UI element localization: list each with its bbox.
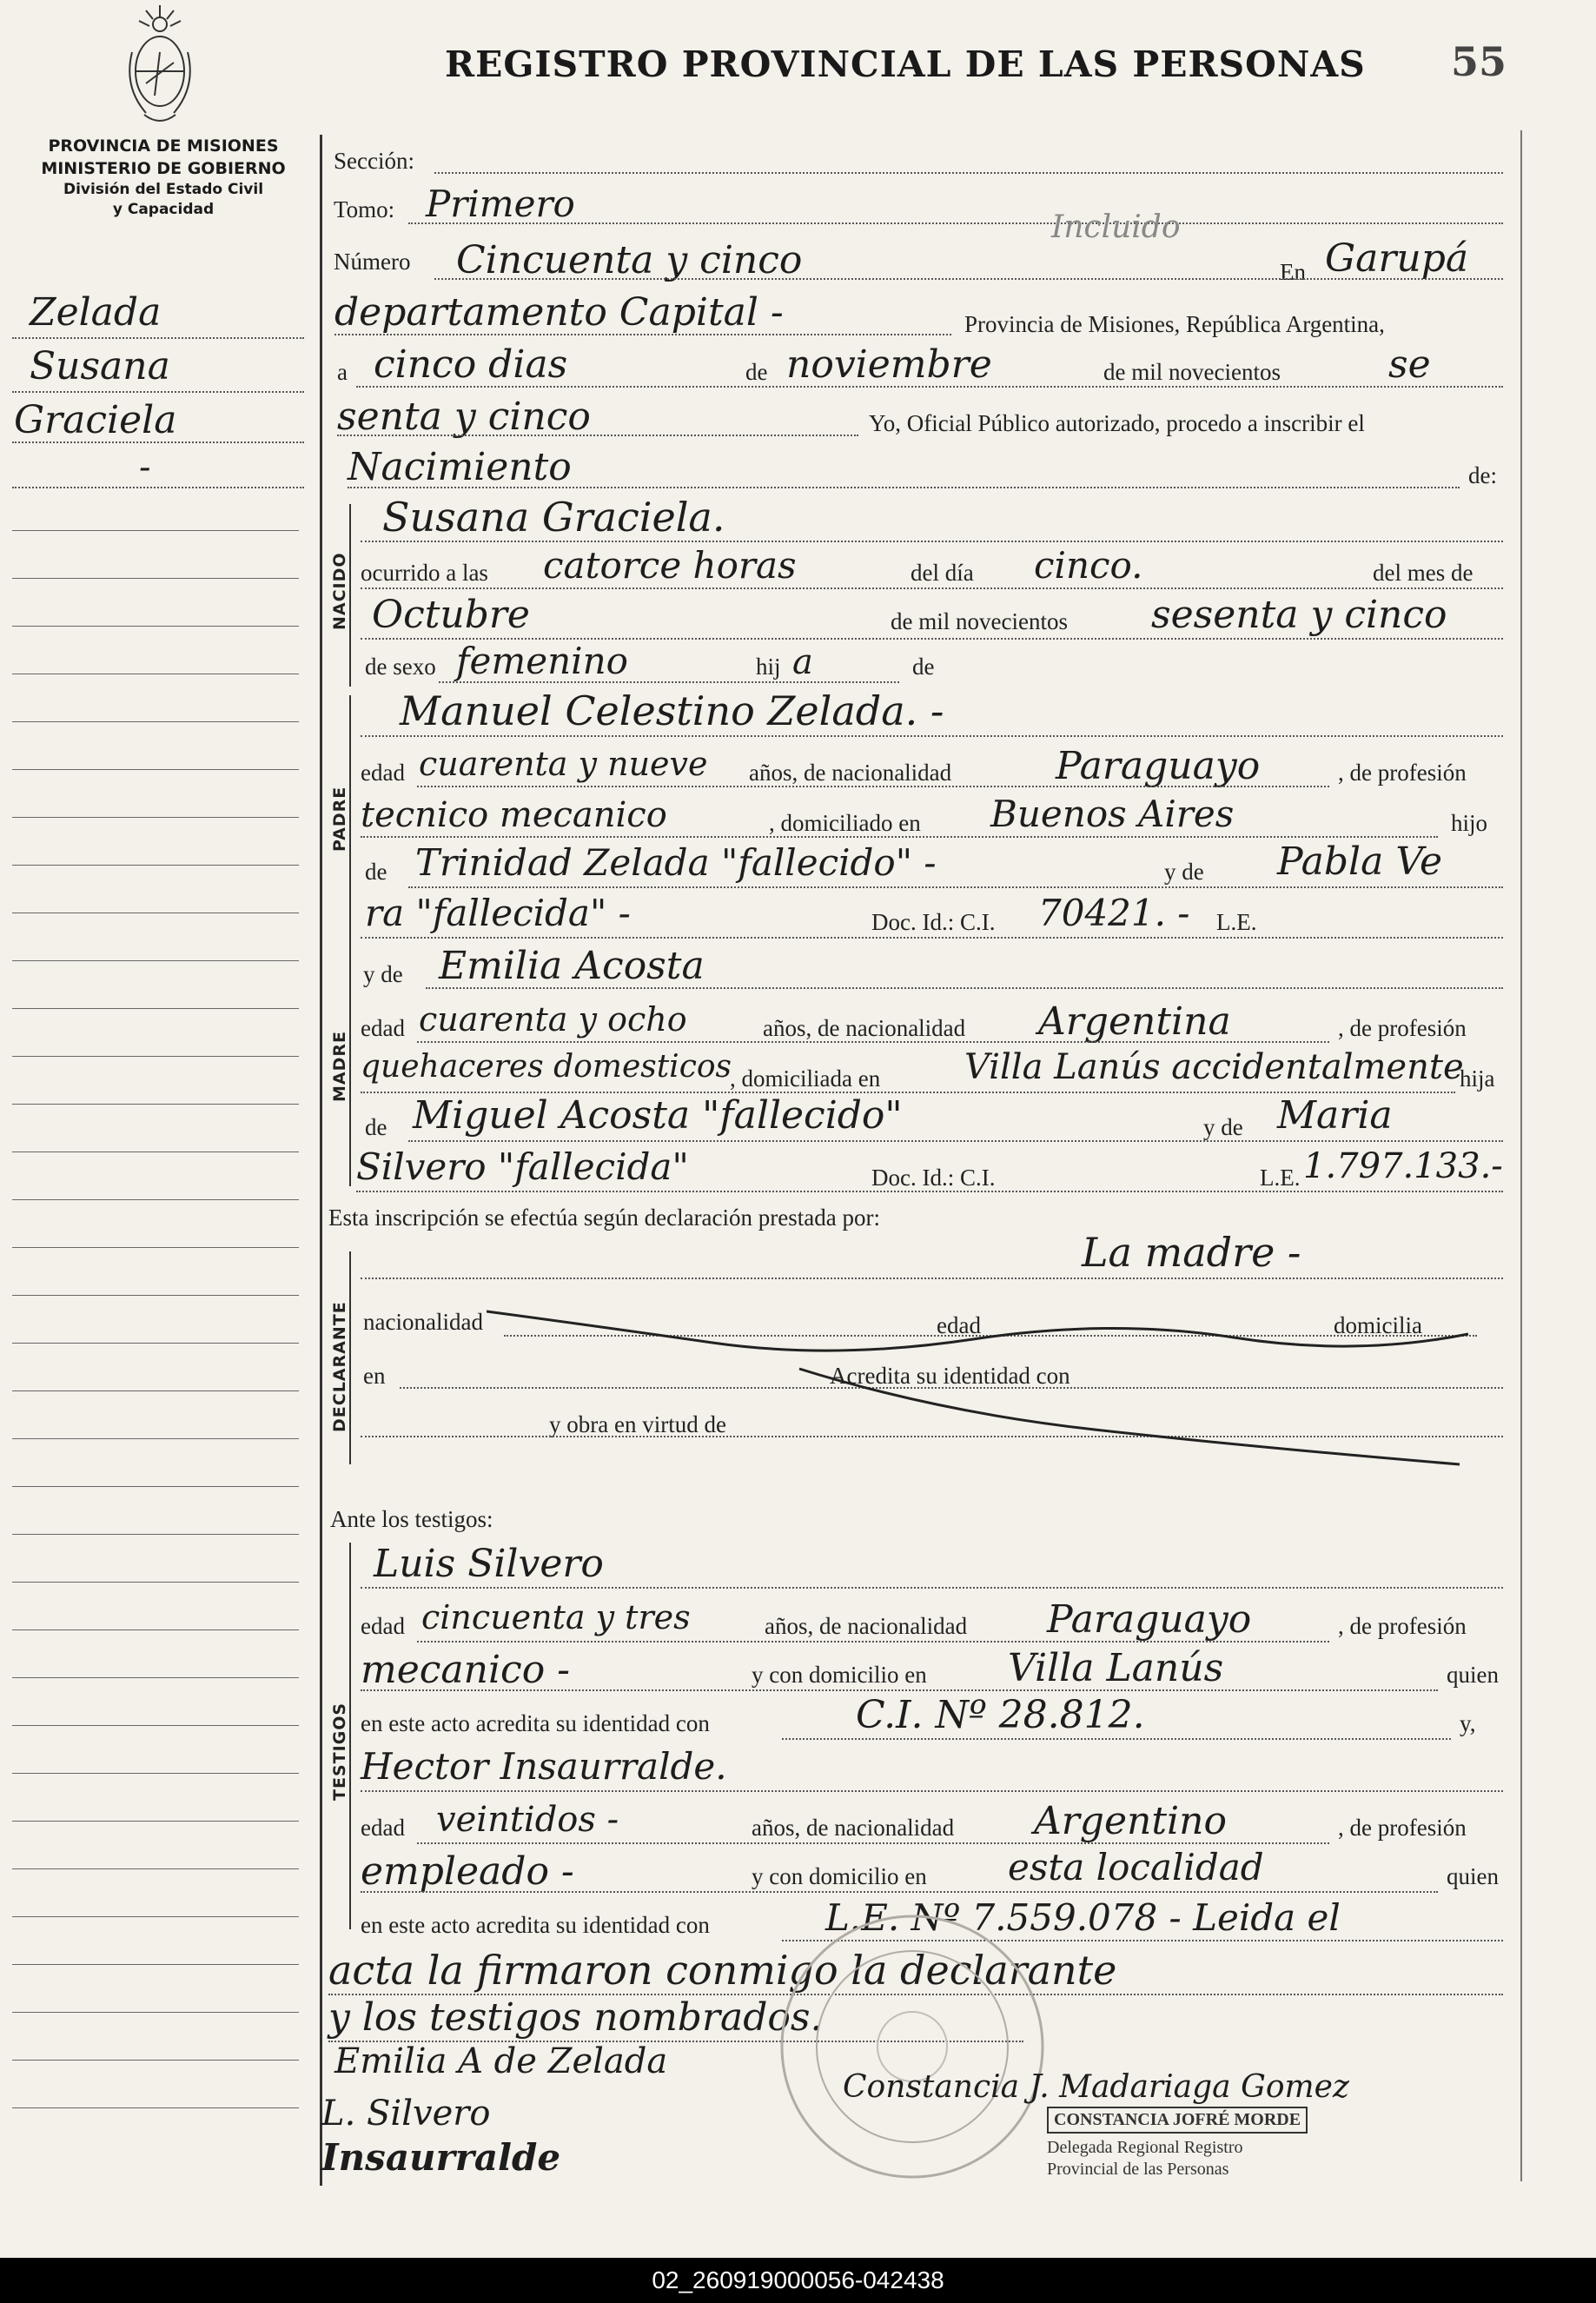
label-del-mes: del mes de <box>1373 560 1473 586</box>
label-decl-nacionalidad: nacionalidad <box>363 1309 483 1335</box>
label-decl-en-text: en <box>363 1363 386 1389</box>
t2-edad-value: veintidos - <box>436 1800 619 1840</box>
acto-value: Nacimiento <box>348 445 572 489</box>
official-seal-icon <box>765 1903 1060 2190</box>
label-seccion: Sección: <box>334 148 414 174</box>
margin-surname: Zelada <box>30 290 162 335</box>
label-sexo: de sexo <box>365 654 436 680</box>
label-numero: Número <box>334 249 411 275</box>
signature-oficial: Constancia J. Madariaga Gomez <box>843 2069 1349 2105</box>
padre-madre-value-b: ra "fallecida" - <box>365 892 631 934</box>
madre-prof-value: quehaceres domesticos <box>361 1049 732 1085</box>
t1-nac-value: Paraguayo <box>1047 1597 1252 1642</box>
label-padre-anos: años, de nacionalidad <box>749 760 952 786</box>
label-madre-edad: edad <box>361 1015 405 1041</box>
padre-prof-value: tecnico mecanico <box>361 795 667 835</box>
margin-name2: Graciela <box>14 398 177 442</box>
hora-value: catorce horas <box>543 544 797 587</box>
label-del-dia: del día <box>911 560 974 586</box>
madre-edad-value: cuarenta y ocho <box>419 1000 687 1039</box>
office-capacity: y Capacidad <box>112 201 215 219</box>
label-decl-acredita: Acredita su identidad con <box>830 1363 1070 1389</box>
sexo-value: femenino <box>456 640 628 682</box>
label-padre-edad: edad <box>361 760 405 786</box>
signature-testigo1: L. Silvero <box>321 2094 491 2134</box>
label-t2-profesion: , de profesión <box>1338 1815 1467 1841</box>
label-tomo: Tomo: <box>334 196 395 222</box>
label-declarante: DECLARANTE <box>330 1301 349 1432</box>
ano-nac-value: sesenta y cinco <box>1151 593 1447 637</box>
page-number: 55 <box>1451 38 1507 85</box>
signature-testigo2: Insaurralde <box>321 2136 561 2179</box>
mes-nac-value: Octubre <box>372 593 530 637</box>
ano-value-b: senta y cinco <box>337 395 591 439</box>
label-madre-anos: años, de nacionalidad <box>763 1015 966 1041</box>
label-en: En <box>1280 259 1306 285</box>
padre-ci-value: 70421. - <box>1038 892 1190 934</box>
signature-declarante: Emilia A de Zelada <box>334 2041 668 2081</box>
numero-overwrite: Incluido <box>1051 209 1181 245</box>
label-t1-anos: años, de nacionalidad <box>765 1613 968 1639</box>
label-padre: PADRE <box>330 786 349 852</box>
label-provincia: Provincia de Misiones, República Argentina, <box>964 311 1385 337</box>
label-yo-oficial: Yo, Oficial Público autorizado, procedo a inscribir el <box>869 410 1365 436</box>
padre-nac-value: Paraguayo <box>1056 744 1261 788</box>
label-decl-domicilia: domicilia <box>1334 1312 1422 1338</box>
label-nacido: NACIDO <box>330 552 349 630</box>
label-a: a <box>337 359 348 385</box>
t2-nombre-value: Hector Insaurralde. <box>361 1745 727 1788</box>
dia-nac-value: cinco. <box>1034 544 1143 587</box>
label-decl-obra: y obra en virtud de <box>549 1411 726 1437</box>
label-madre-profesion: , de profesión <box>1338 1015 1467 1041</box>
label-madre-y-de: y de <box>363 961 403 987</box>
madre-madre-value-a: Maria <box>1277 1093 1393 1138</box>
padre-padre-value: Trinidad Zelada "fallecido" - <box>415 841 937 884</box>
stamp-line1: CONSTANCIA JOFRÉ MORDE <box>1047 2107 1308 2134</box>
label-madre-doc: Doc. Id.: C.I. <box>871 1165 996 1191</box>
stamp-line2: Delegada Regional Registro <box>1047 2138 1243 2157</box>
ano-value-a: se <box>1388 342 1431 387</box>
label-de-hij: de <box>912 654 935 680</box>
testigos-bracket <box>349 1543 351 1929</box>
madre-dom-value: Villa Lanús accidentalmente <box>964 1047 1464 1087</box>
nombre-value: Susana Graciela. <box>382 494 725 541</box>
label-testigos: TESTIGOS <box>330 1702 349 1801</box>
mes-value: noviembre <box>786 342 992 387</box>
t1-prof-value: mecanico - <box>361 1648 571 1692</box>
cierre-line1: acta la firmaron conmigo la declarante <box>328 1947 1117 1994</box>
label-padre-de: de <box>365 859 387 885</box>
label-ocurrido: ocurrido a las <box>361 560 488 586</box>
declarante-bracket <box>349 1251 351 1464</box>
t1-nombre-value: Luis Silvero <box>374 1542 604 1586</box>
margin-dash: - <box>139 448 151 488</box>
padre-madre-value-a: Pabla Ve <box>1277 840 1443 884</box>
label-t2-anos: años, de nacionalidad <box>752 1815 955 1841</box>
departamento-value: departamento Capital - <box>334 290 784 335</box>
t1-dom-value: Villa Lanús <box>1008 1646 1224 1690</box>
label-decl-edad: edad <box>937 1312 981 1338</box>
label-padre-doc: Doc. Id.: C.I. <box>871 909 996 935</box>
left-column-rule <box>320 135 322 2186</box>
label-mil-novecientos-nac: de mil novecientos <box>891 608 1068 634</box>
label-t2-acto: en este acto acredita su identidad con <box>361 1912 710 1938</box>
label-padre-hijo: hijo <box>1451 810 1488 836</box>
hij-suffix: a <box>792 642 813 682</box>
label-madre-de: de <box>365 1114 387 1140</box>
nacido-bracket <box>349 504 351 687</box>
madre-padre-value: Miguel Acosta "fallecido" <box>413 1093 903 1138</box>
office-block <box>17 136 309 220</box>
label-padre-le: L.E. <box>1216 909 1257 935</box>
label-madre-y-de-2: y de <box>1203 1114 1243 1140</box>
label-madre-domiciliada: , domiciliada en <box>730 1065 881 1092</box>
label-t1-acto: en este acto acredita su identidad con <box>361 1710 710 1736</box>
t2-doc-value: L.E. Nº 7.559.078 - Leida el <box>825 1896 1341 1939</box>
t1-doc-value: C.I. Nº 28.812. <box>856 1693 1145 1737</box>
label-padre-y-de: y de <box>1164 859 1204 885</box>
label-t2-edad: edad <box>361 1815 405 1841</box>
label-t1-y: y, <box>1460 1710 1476 1736</box>
label-inscripcion: Esta inscripción se efectúa según declaración prestada por: <box>328 1205 880 1231</box>
madre-bracket <box>349 960 351 1186</box>
t2-nac-value: Argentino <box>1034 1799 1227 1843</box>
madre-nac-value: Argentina <box>1038 999 1231 1044</box>
label-t2-quien: quien <box>1447 1863 1499 1889</box>
label-t1-edad: edad <box>361 1613 405 1639</box>
office-province: PROVINCIA DE MISIONES <box>48 136 279 156</box>
label-ante-testigos: Ante los testigos: <box>330 1506 493 1532</box>
dia-value: cinco dias <box>374 342 568 387</box>
madre-le-value: 1.797.133.- <box>1303 1146 1503 1186</box>
padre-bracket <box>349 695 351 969</box>
coat-of-arms-icon <box>120 0 200 130</box>
madre-madre-value-b: Silvero "fallecida" <box>356 1145 689 1188</box>
madre-nombre-value: Emilia Acosta <box>439 944 705 988</box>
padre-dom-value: Buenos Aires <box>990 793 1235 835</box>
t1-edad-value: cincuenta y tres <box>421 1598 691 1636</box>
label-madre-hija: hija <box>1460 1065 1495 1092</box>
label-hij: hij <box>756 654 781 680</box>
label-t1-quien: quien <box>1447 1662 1499 1688</box>
label-t1-domicilio: y con domicilio en <box>752 1662 927 1688</box>
page-title: REGISTRO PROVINCIAL DE LAS PERSONAS <box>445 43 1366 85</box>
lugar-value: Garupá <box>1325 236 1469 281</box>
official-stamp <box>1047 2107 1421 2180</box>
footer-id: 02_260919000056-042438 <box>652 2266 944 2293</box>
margin-name1: Susana <box>30 344 170 388</box>
label-madre: MADRE <box>330 1031 349 1102</box>
office-ministry: MINISTERIO DE GOBIERNO <box>41 158 286 178</box>
padre-edad-value: cuarenta y nueve <box>419 745 708 783</box>
label-t2-domicilio: y con domicilio en <box>752 1863 927 1889</box>
label-t1-profesion: , de profesión <box>1338 1613 1467 1639</box>
right-page-edge <box>1520 130 1522 2181</box>
label-padre-domiciliado: , domiciliado en <box>769 810 921 836</box>
numero-value: Cincuenta y cinco <box>456 238 803 282</box>
stamp-line3: Provincial de las Personas <box>1047 2160 1229 2179</box>
label-de-mes: de <box>745 359 768 385</box>
declarante-strike-icon <box>487 1308 1477 1482</box>
label-padre-profesion: , de profesión <box>1338 760 1467 786</box>
tomo-value: Primero <box>426 183 575 225</box>
t2-dom-value: esta localidad <box>1008 1846 1264 1888</box>
declarante-value: La madre - <box>1082 1229 1301 1276</box>
cierre-line2: y los testigos nombrados. <box>328 1995 823 2040</box>
padre-nombre-value: Manuel Celestino Zelada. - <box>400 687 944 734</box>
t2-prof-value: empleado - <box>361 1849 574 1894</box>
footer-bar <box>0 2258 1596 2303</box>
label-de-colon: de: <box>1468 462 1497 488</box>
office-division: División del Estado Civil <box>63 181 264 199</box>
label-mil-novecientos: de mil novecientos <box>1103 359 1281 385</box>
label-madre-le: L.E. <box>1260 1165 1301 1191</box>
